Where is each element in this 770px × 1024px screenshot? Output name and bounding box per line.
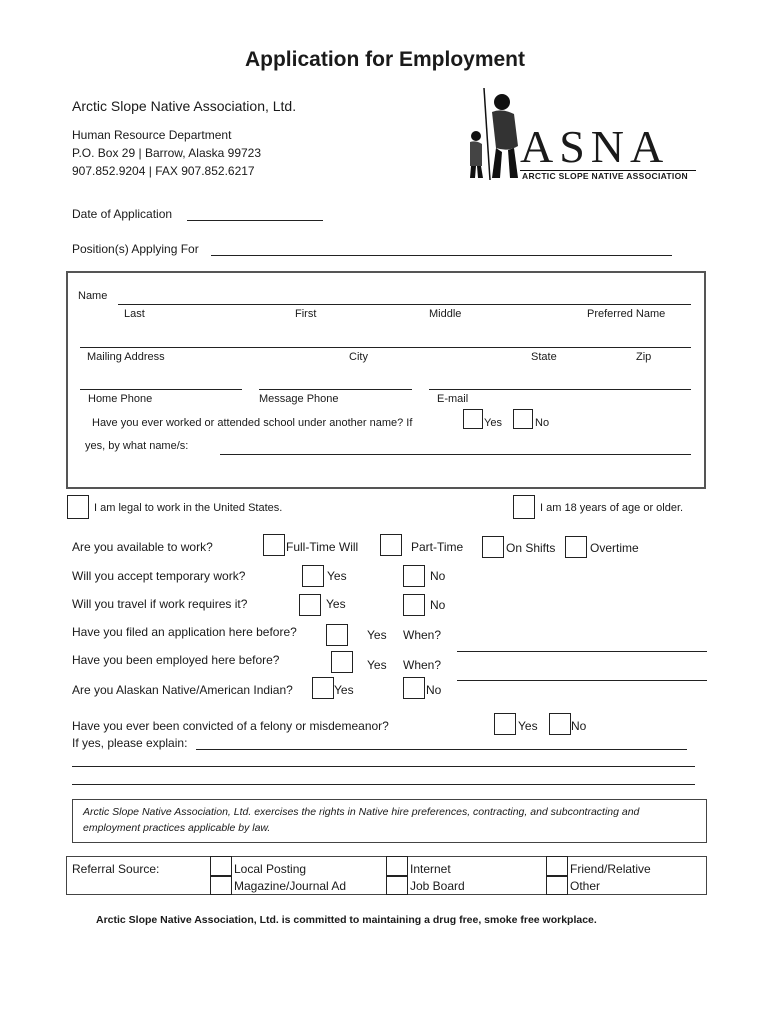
explain-field-2[interactable] [72, 766, 695, 767]
other-name-no-checkbox[interactable] [513, 409, 533, 429]
mailing-info: P.O. Box 29 | Barrow, Alaska 99723 [72, 146, 262, 160]
page-title: Application for Employment [244, 48, 525, 71]
temporary-yes-label: Yes [327, 569, 347, 583]
temporary-yes-checkbox[interactable] [302, 565, 324, 587]
explain-field-3[interactable] [72, 784, 695, 785]
filed-when-label: When? [403, 628, 442, 642]
state-label: State [531, 351, 557, 363]
logo-subtitle: ARCTIC SLOPE NATIVE ASSOCIATION [522, 171, 688, 181]
job-board-label: Job Board [410, 879, 465, 893]
internet-label: Internet [410, 862, 451, 876]
asna-logo [462, 86, 702, 186]
name-field[interactable] [118, 304, 691, 305]
position-field[interactable] [211, 255, 672, 256]
native-question: Are you Alaskan Native/American Indian? [72, 683, 293, 697]
native-no-checkbox[interactable] [403, 677, 425, 699]
other-name-field[interactable] [220, 454, 691, 455]
travel-no-checkbox[interactable] [403, 594, 425, 616]
city-label: City [349, 351, 368, 363]
felony-yes-checkbox[interactable] [494, 713, 516, 735]
date-label: Date of Application [72, 207, 173, 221]
native-hire-notice [72, 799, 707, 843]
other-checkbox[interactable] [546, 876, 568, 895]
home-phone-field[interactable] [80, 389, 242, 390]
internet-checkbox[interactable] [386, 856, 408, 876]
local-posting-checkbox[interactable] [210, 856, 232, 876]
travel-yes-label: Yes [326, 597, 346, 611]
employed-when-field[interactable] [457, 680, 707, 681]
by-what-name-label: yes, by what name/s: [85, 440, 189, 452]
explain-field-1[interactable] [196, 749, 687, 750]
employed-when-label: When? [403, 658, 442, 672]
legal-checkbox[interactable] [67, 495, 89, 519]
email-field[interactable] [429, 389, 691, 390]
temporary-no-checkbox[interactable] [403, 565, 425, 587]
overtime-checkbox[interactable] [565, 536, 587, 558]
address-field[interactable] [80, 347, 691, 348]
felony-no-label: No [571, 719, 587, 733]
org-name: Arctic Slope Native Association, Ltd. [72, 98, 297, 114]
middle-label: Middle [429, 308, 462, 320]
employed-yes-label: Yes [367, 658, 387, 672]
available-question: Are you available to work? [72, 540, 213, 554]
message-phone-label: Message Phone [259, 393, 339, 405]
mailing-label: Mailing Address [87, 351, 165, 363]
other-label: Other [570, 879, 601, 893]
felony-question: Have you ever been convicted of a felony or misdemeanor? [72, 719, 389, 733]
referral-label: Referral Source: [72, 862, 160, 876]
native-no-label: No [426, 683, 442, 697]
friend-label: Friend/Relative [570, 862, 651, 876]
filed-checkbox[interactable] [326, 624, 348, 646]
temporary-no-label: No [430, 569, 446, 583]
legal-label: I am legal to work in the United States. [94, 502, 283, 514]
age-checkbox[interactable] [513, 495, 535, 519]
logo-text: ASNA [520, 121, 670, 172]
local-posting-label: Local Posting [234, 862, 307, 876]
full-time-checkbox[interactable] [263, 534, 285, 556]
friend-checkbox[interactable] [546, 856, 568, 876]
other-name-yes-checkbox[interactable] [463, 409, 483, 429]
department: Human Resource Department [72, 128, 232, 142]
explain-label: If yes, please explain: [72, 736, 188, 750]
job-board-checkbox[interactable] [386, 876, 408, 895]
filed-question: Have you filed an application here before? [72, 625, 297, 639]
magazine-label: Magazine/Journal Ad [234, 879, 347, 893]
magazine-checkbox[interactable] [210, 876, 232, 895]
first-label: First [295, 308, 317, 320]
employed-question: Have you been employed here before? [72, 653, 280, 667]
employed-checkbox[interactable] [331, 651, 353, 673]
other-name-no-label: No [535, 417, 550, 429]
filed-when-field[interactable] [457, 651, 707, 652]
message-phone-field[interactable] [259, 389, 412, 390]
zip-label: Zip [636, 351, 652, 363]
age-label: I am 18 years of age or older. [540, 502, 684, 514]
on-shifts-checkbox[interactable] [482, 536, 504, 558]
temporary-question: Will you accept temporary work? [72, 569, 246, 583]
other-name-yes-label: Yes [484, 417, 502, 429]
felony-yes-label: Yes [518, 719, 538, 733]
travel-question: Will you travel if work requires it? [72, 597, 248, 611]
phone-fax: 907.852.9204 | FAX 907.852.6217 [72, 164, 255, 178]
preferred-label: Preferred Name [587, 308, 666, 320]
native-yes-label: Yes [334, 683, 354, 697]
on-shifts-label: On Shifts [506, 541, 556, 555]
position-label: Position(s) Applying For [72, 242, 199, 256]
last-label: Last [124, 308, 145, 320]
part-time-checkbox[interactable] [380, 534, 402, 556]
felony-no-checkbox[interactable] [549, 713, 571, 735]
filed-yes-label: Yes [367, 628, 387, 642]
travel-yes-checkbox[interactable] [299, 594, 321, 616]
email-label: E-mail [437, 393, 469, 405]
notice-text: Arctic Slope Native Association, Ltd. exercises the rights in Native hire preferences, contracting, and subcontracting and employment practices applicable by law. [83, 806, 640, 834]
travel-no-label: No [430, 598, 446, 612]
drug-free-statement: Arctic Slope Native Association, Ltd. is committed to maintaining a drug free, smoke free workplace. [96, 914, 597, 926]
home-phone-label: Home Phone [88, 393, 153, 405]
full-time-label: Full-Time Will [286, 540, 359, 554]
part-time-label: Part-Time [411, 540, 464, 554]
name-label: Name [78, 290, 108, 302]
date-field[interactable] [187, 220, 323, 221]
other-name-question: Have you ever worked or attended school under another name? If [92, 417, 413, 429]
native-yes-checkbox[interactable] [312, 677, 334, 699]
overtime-label: Overtime [590, 541, 639, 555]
